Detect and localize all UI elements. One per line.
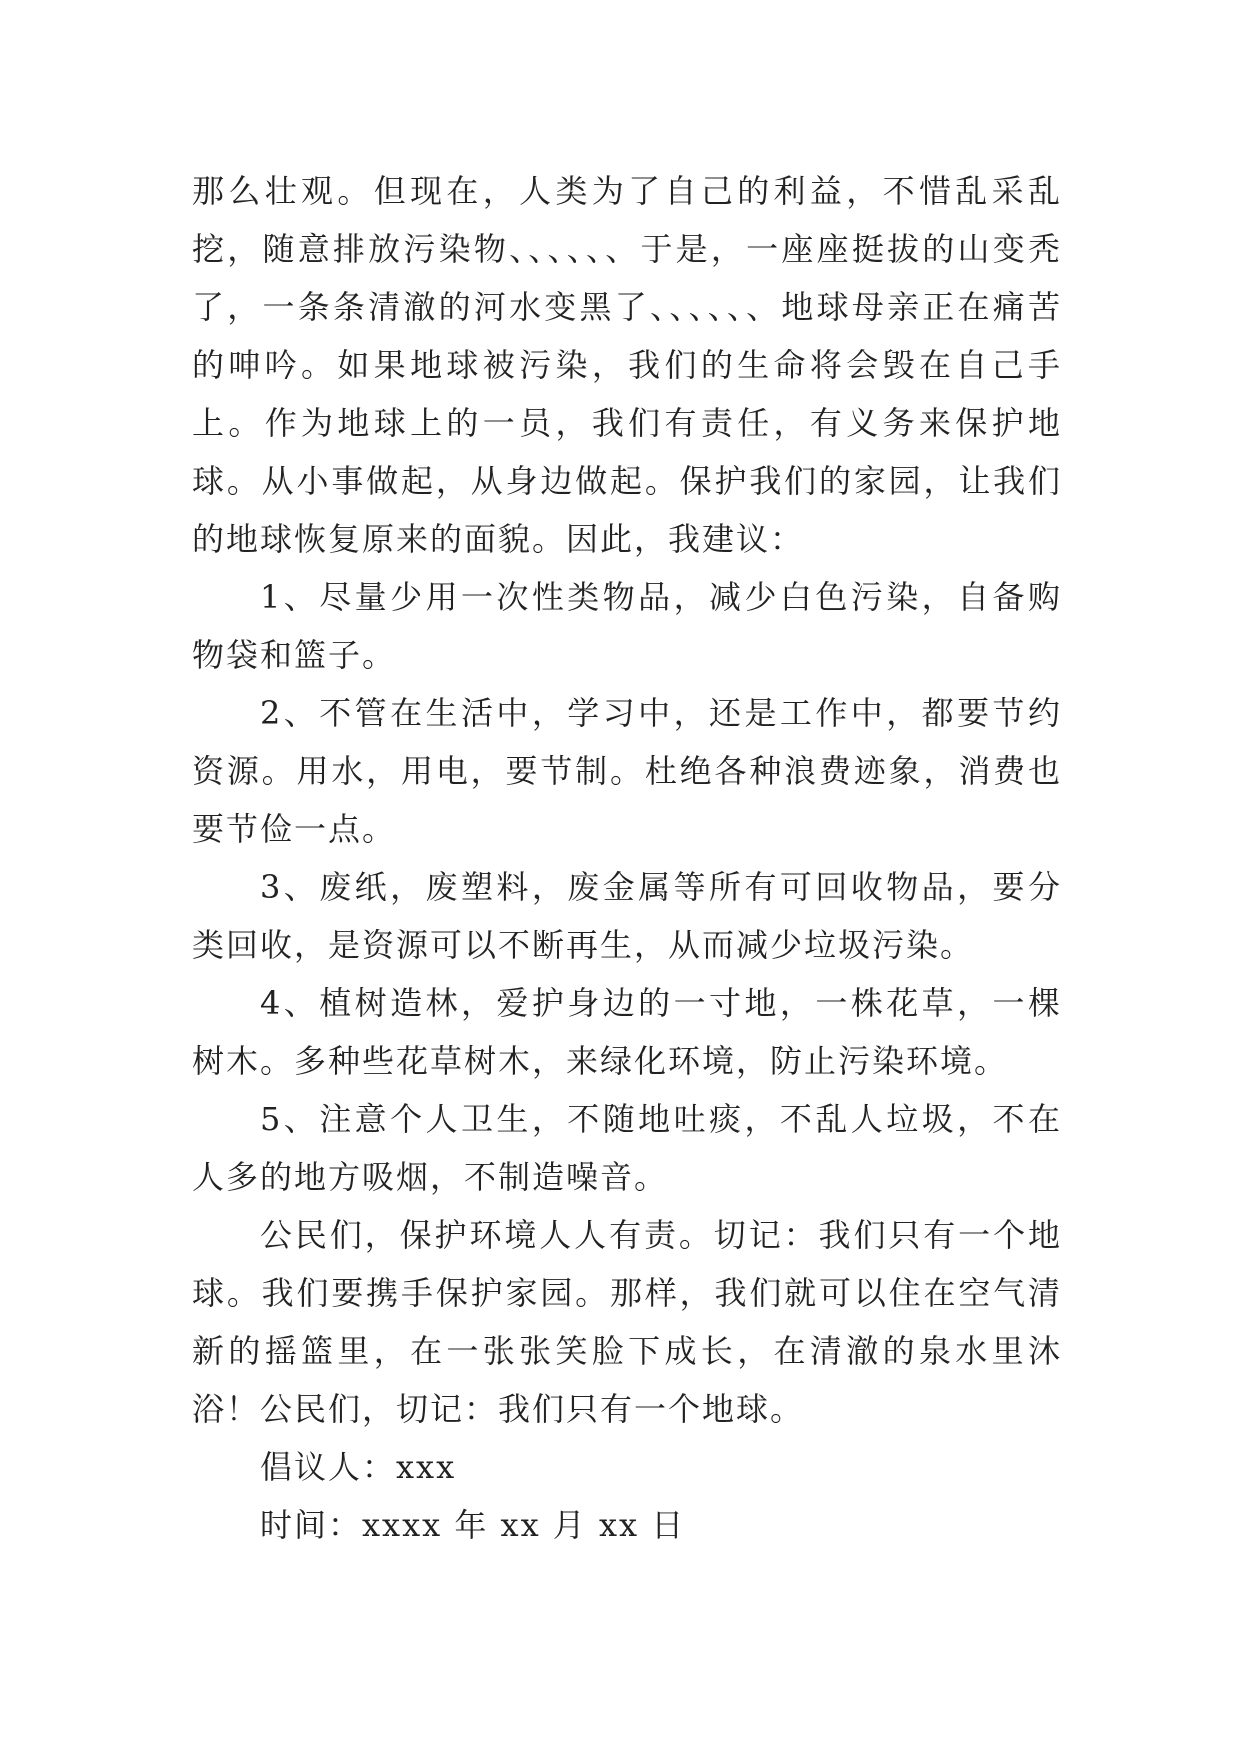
suggestion-2: 2、不管在生活中，学习中，还是工作中，都要节约资源。用水，用电，要节制。杜绝各种浪费迹象，消费也要节俭一点。 xyxy=(192,694,1062,848)
document-body xyxy=(192,162,1062,1554)
suggestion-3: 3、废纸，废塑料，废金属等所有可回收物品，要分类回收，是资源可以不断再生，从而减少垃圾污染。 xyxy=(192,868,1062,964)
date-line: 时间：xxxx 年 xx 月 xx 日 xyxy=(260,1506,686,1544)
proposer-line: 倡议人：xxx xyxy=(260,1448,457,1486)
suggestion-1: 1、尽量少用一次性类物品，减少白色污染，自备购物袋和篮子。 xyxy=(192,578,1062,674)
closing-paragraph: 公民们，保护环境人人有责。切记：我们只有一个地球。我们要携手保护家园。那样，我们就可以住在空气清新的摇篮里，在一张张笑脸下成长，在清澈的泉水里沐浴！公民们，切记：我们只有一个地球。 xyxy=(192,1216,1062,1428)
suggestion-4: 4、植树造林，爱护身边的一寸地，一株花草，一棵树木。多种些花草树木，来绿化环境，防止污染环境。 xyxy=(192,984,1062,1080)
intro-paragraph: 那么壮观。但现在，人类为了自己的利益，不惜乱采乱挖，随意排放污染物、、、、、、于是，一座座挺拔的山变秃了，一条条清澈的河水变黑了、、、、、、地球母亲正在痛苦的呻吟。如果地球被污染，我们的生命将会毁在自己手上。作为地球上的一员，我们有责任，有义务来保护地球。从小事做起，从身边做起。保护我们的家园，让我们的地球恢复原来的面貌。因此，我建议： xyxy=(192,172,1062,558)
suggestion-5: 5、注意个人卫生，不随地吐痰，不乱人垃圾，不在人多的地方吸烟，不制造噪音。 xyxy=(192,1100,1062,1196)
